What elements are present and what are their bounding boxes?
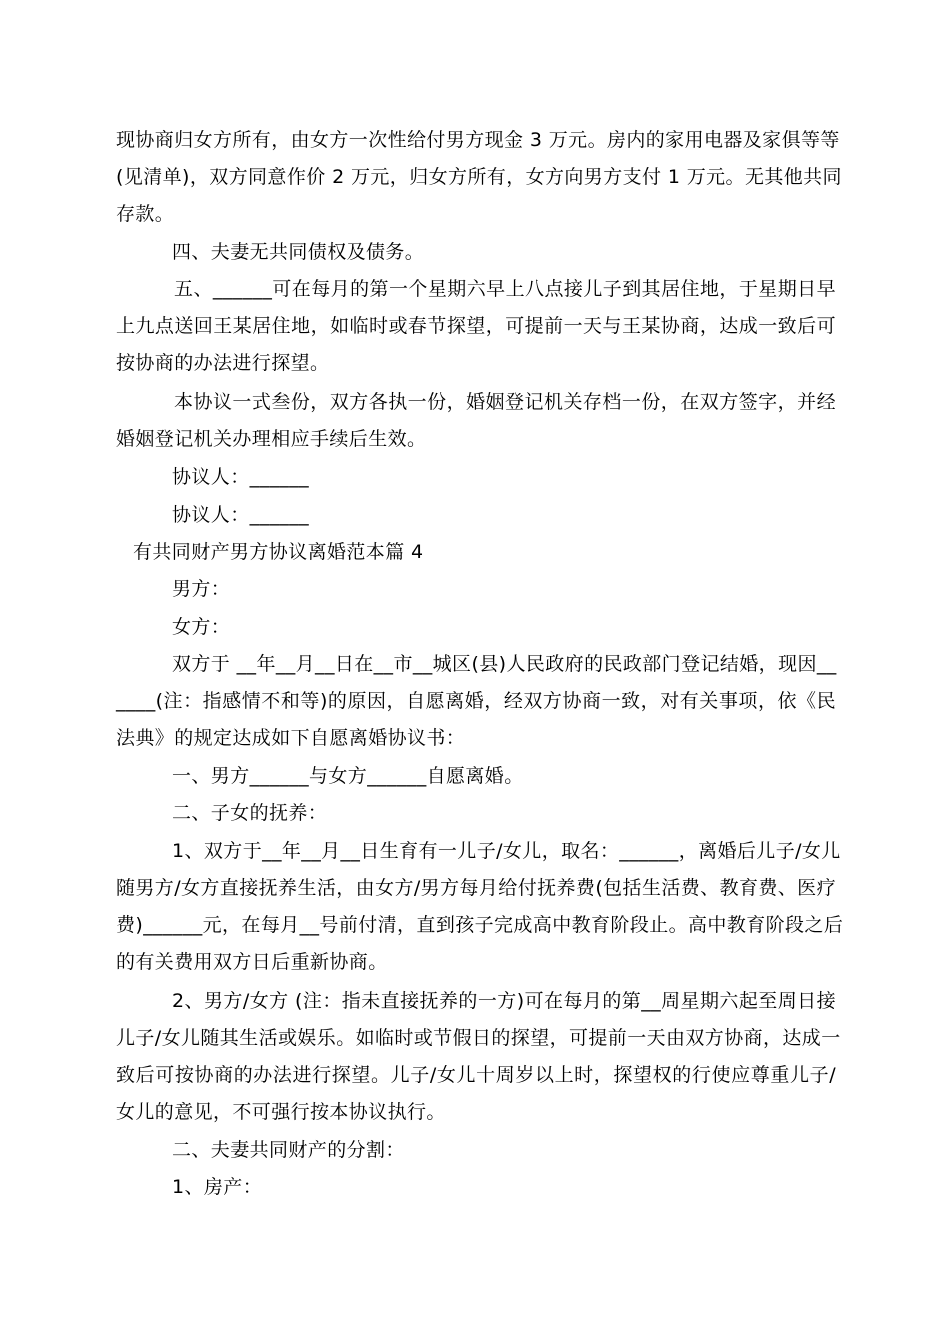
paragraph-line: 双方于 __年__月__日在__市__城区(县)人民政府的民政部门登记结婚，现因__ [172,653,837,675]
paragraph-line: 存款。 [116,203,175,225]
paragraph-line: 儿子/女儿随其生活或娱乐。如临时或节假日的探望，可提前一天由双方协商，达成一 [116,1027,841,1049]
paragraph-line: 的有关费用双方日后重新协商。 [116,951,388,973]
section-heading: 四、夫妻无共同债权及债务。 [172,241,425,263]
signatory-line: 协议人：______ [172,504,310,526]
paragraph-line: 2、男方/女方 (注：指未直接抚养的一方)可在每月的第__周星期六起至周日接 [172,990,836,1012]
party-line: 男方： [172,578,231,600]
paragraph-line: 致后可按协商的办法进行探望。儿子/女儿十周岁以上时，探望权的行使应尊重儿子/ [116,1064,836,1086]
party-line: 女方： [172,616,231,638]
paragraph-line: 1、双方于__年__月__日生育有一儿子/女儿，取名：______，离婚后儿子/女儿 [172,840,841,862]
paragraph-line: (见清单)，双方同意作价 2 万元，归女方所有，女方向男方支付 1 万元。无其他共同 [116,166,842,188]
paragraph-line: 现协商归女方所有，由女方一次性给付男方现金 3 万元。房内的家用电器及家俱等等 [116,129,840,151]
paragraph-line: 女儿的意见，不可强行按本协议执行。 [116,1101,446,1123]
paragraph-line: 婚姻登记机关办理相应手续后生效。 [116,428,427,450]
paragraph-line: 本协议一式叁份，双方各执一份，婚姻登记机关存档一份，在双方签字，并经 [174,391,836,413]
article-title: 有共同财产男方协议离婚范本篇 4 [133,541,424,563]
section-heading: 一、男方______与女方______自愿离婚。 [172,765,524,787]
paragraph-line: 五、______可在每月的第一个星期六早上八点接儿子到其居住地，于星期日早 [174,278,836,300]
paragraph-line: 法典》的规定达成如下自愿离婚协议书： [116,727,466,749]
paragraph-line: ____(注：指感情不和等)的原因，自愿离婚，经双方协商一致，对有关事项，依《民 [116,690,836,712]
section-heading: 二、子女的抚养： [172,802,328,824]
section-heading: 二、夫妻共同财产的分割： [172,1139,405,1161]
paragraph-line: 按协商的办法进行探望。 [116,352,330,374]
section-heading: 1、房产： [172,1176,263,1198]
signatory-line: 协议人：______ [172,466,310,488]
paragraph-line: 随男方/女方直接抚养生活，由女方/男方每月给付抚养费(包括生活费、教育费、医疗 [116,877,836,899]
paragraph-line: 费)______元，在每月__号前付清，直到孩子完成高中教育阶段止。高中教育阶段之后 [116,914,844,936]
paragraph-line: 上九点送回王某居住地，如临时或春节探望，可提前一天与王某协商，达成一致后可 [116,315,836,337]
